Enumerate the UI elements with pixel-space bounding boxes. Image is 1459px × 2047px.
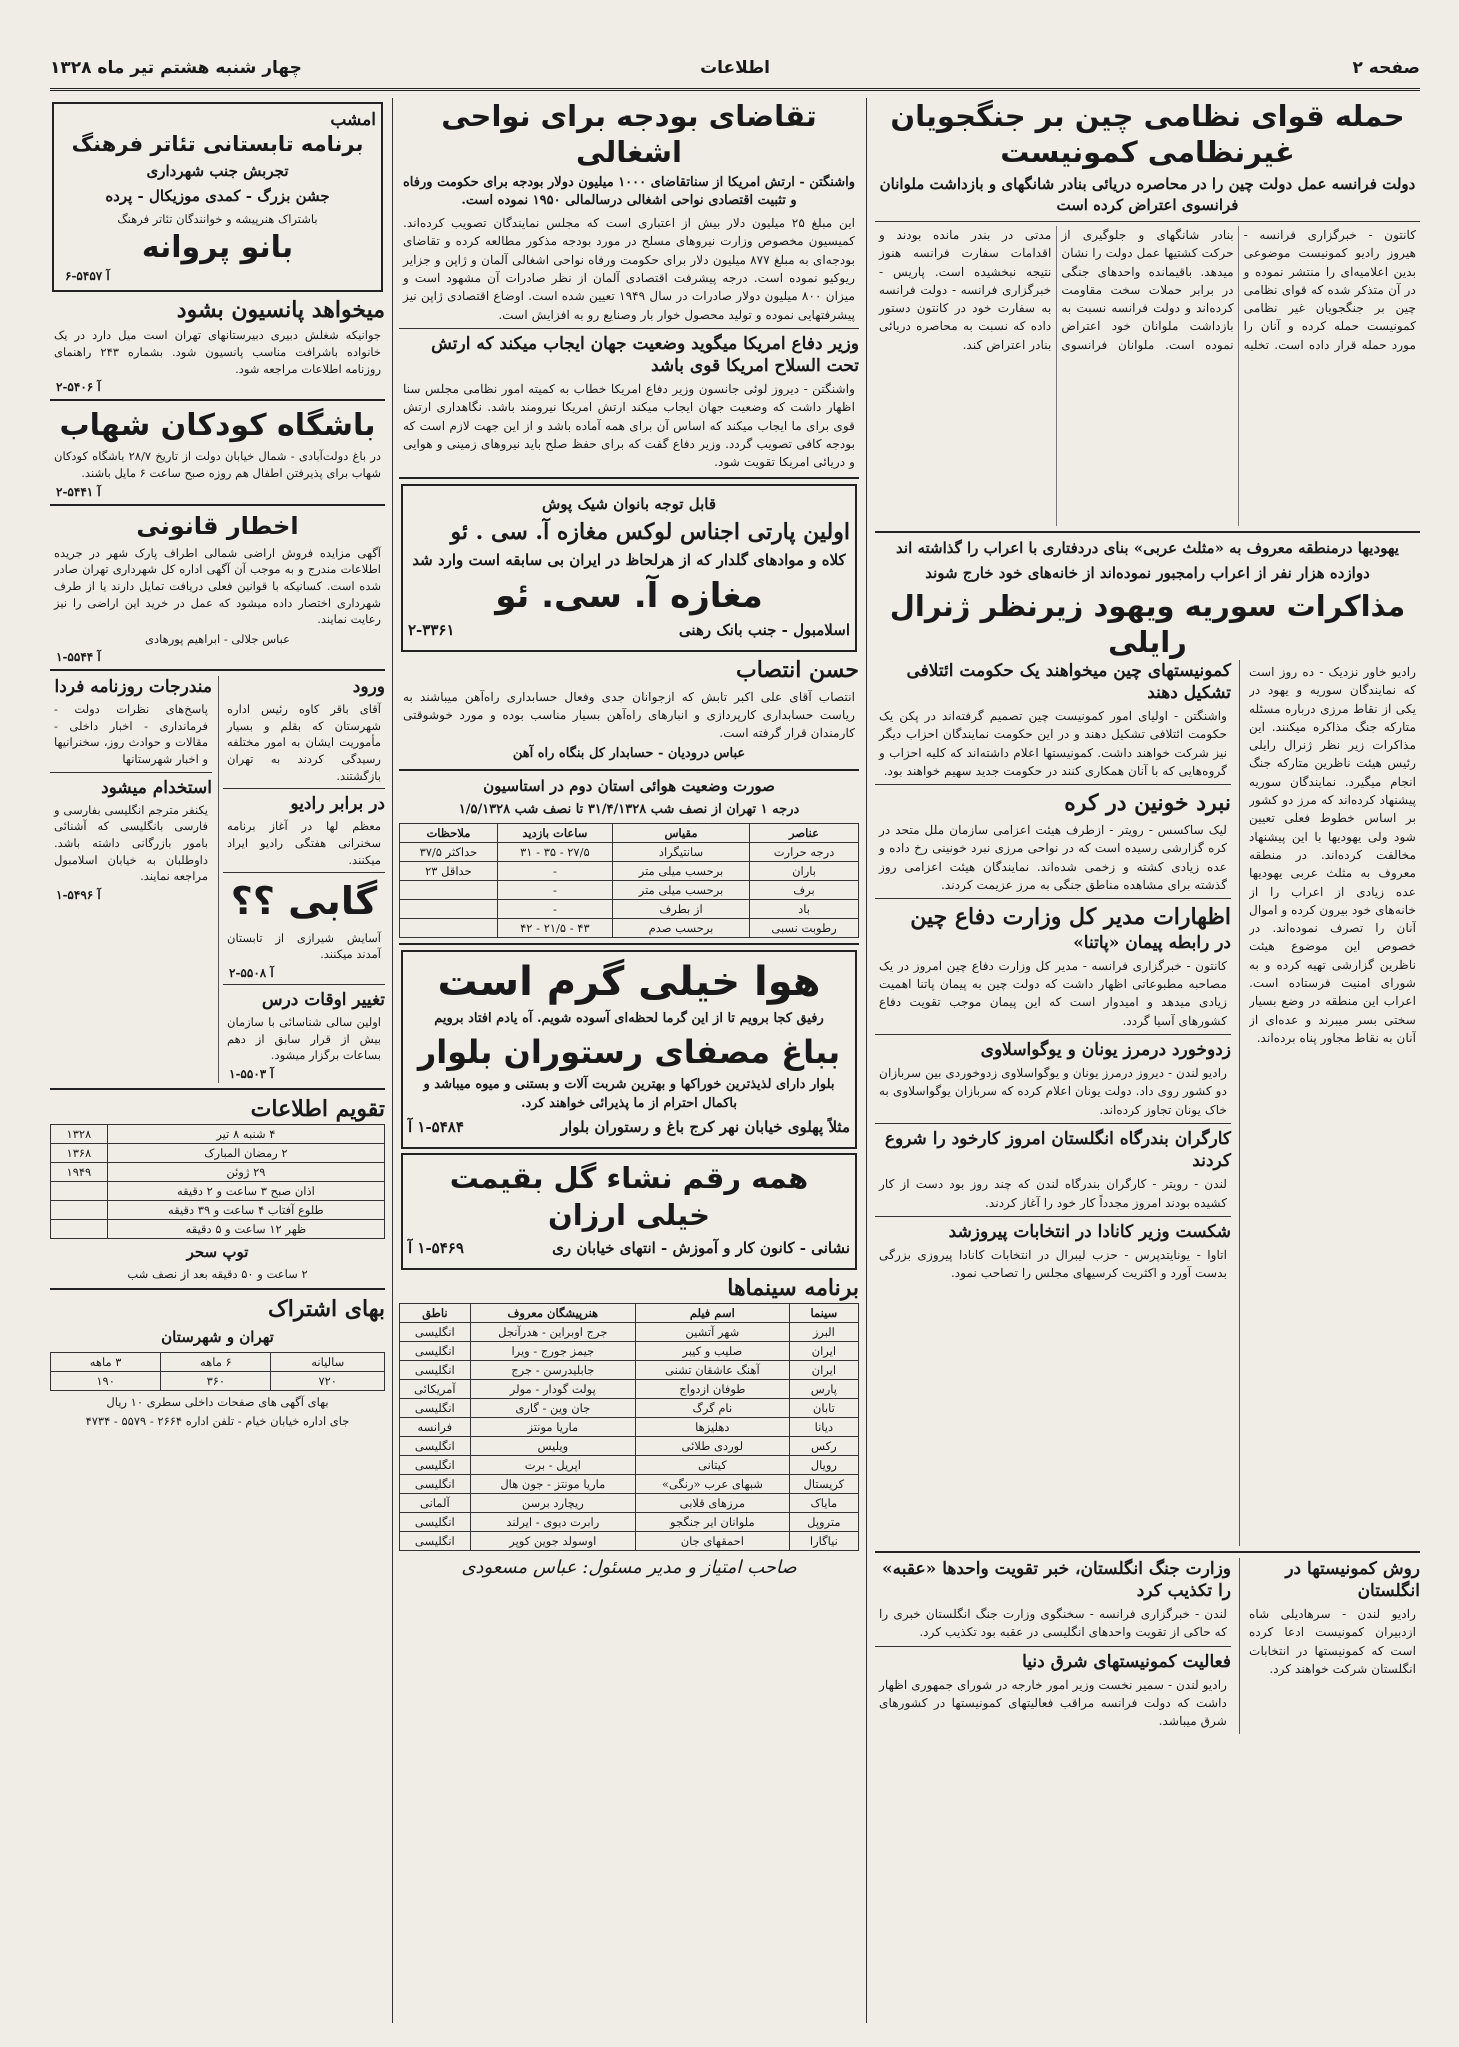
cinema-cell: آلمانی <box>400 1493 471 1512</box>
paper-name: اطلاعات <box>700 58 770 78</box>
ad-theatre-title: برنامه تابستانی تئاتر فرهنگ <box>71 132 364 157</box>
ad-shahab-title: باشگاه کودکان شهاب <box>59 408 376 444</box>
weather-cell: درجه حرارت <box>750 842 859 861</box>
syria-column <box>1239 660 1420 1546</box>
headline-appointment: حسن انتصاب <box>736 656 859 683</box>
weather-cell: برحسب صدم <box>612 918 749 937</box>
cinema-cell: انگلیسی <box>400 1531 471 1550</box>
lede-arab-triangle: دوازده هزار نفر از اعراب رامجبور نموده‌اند از خانه‌های خود خارج شوند <box>925 563 1370 582</box>
page-number: صفحه ۲ <box>1352 58 1420 78</box>
cinema-row <box>400 1341 859 1360</box>
article-appointment: انتصاب آقای علی اکبر تابش که ازجوانان جدی وفعال حسابداری راه‌آهن میباشند به ریاست حسابداری کارپردازی و انبارهای راه‌آهن بسیار مناسب بوده و مورد خوشوقتی کارمندان قرار گرفته است. <box>403 689 855 741</box>
headline-korea: نبرد خونین در کره <box>1064 790 1231 817</box>
weather-header: ملاحظات <box>400 823 498 842</box>
office-contact: جای اداره خیابان خیام - تلفن اداره ۲۶۶۴ - ۵۵۷۹ - ۴۷۳۴ <box>85 1414 350 1429</box>
cinema-cell: احمقهای جان <box>635 1531 789 1550</box>
ad-aseo <box>401 484 857 652</box>
cinema-cell: شبهای عرب «رنگی» <box>635 1474 789 1493</box>
bottom-news <box>875 1558 1231 1734</box>
weather-table <box>399 823 859 938</box>
cinema-row <box>400 1474 859 1493</box>
cinema-cell: انگلیسی <box>400 1474 471 1493</box>
headline-dockworkers: کارگران بندرگاه انگلستان امروز کارخود را شروع کردند <box>884 1129 1231 1172</box>
ad-boulevard-text: بلوار دارای لذیذترین خوراکها و بهترین شربت آلات و بستنی و میوه میباشد و باکمال احترام از ما پذیرائی خواهند کرد. <box>423 1077 835 1112</box>
cinema-title: برنامه سینماها <box>727 1274 859 1301</box>
ad-theatre-line: جشن بزرگ - کمدی موزیکال - پرده <box>105 187 330 206</box>
legal-notice-signature: عباس جلالی - ابراهیم پورهادی <box>145 632 290 647</box>
weather-cell: از بطرف <box>612 899 749 918</box>
cinema-header: اسم فیلم <box>635 1303 789 1322</box>
ad-shahab-tel: ۲-۵۴۴۱ آ <box>56 484 101 499</box>
cinema-cell: آمریکائی <box>400 1379 471 1398</box>
cinema-cell: ایران <box>789 1341 858 1360</box>
cinema-cell: مایاک <box>789 1493 858 1512</box>
class-schedule-text: اولین سالی شناسائی با سازمان بیش از قرار سابق از دهم بساعات برگزار میشود. <box>227 1015 381 1063</box>
ad-flowers-address: نشانی - کانون کار و آموزش - انتهای خیابان ری <box>552 1239 850 1258</box>
cinema-cell: نام گرگ <box>635 1398 789 1417</box>
ad-shahab-text: در باغ دولت‌آبادی - شمال خیابان دولت از تاریخ ۲۸/۷ باشگاه کودکان شهاب برای پذیرفتن اطفال هم روزه صبح ساعت ۶ مایل باشند. <box>54 449 381 480</box>
headline-us-defense: وزیر دفاع امریکا میگوید وضعیت جهان ایجاب میکند که ارتش تحت السلاح امریکا قوی باشد <box>431 333 859 377</box>
article-canada: اتاوا - یونایتدپرس - حزب لیبرال در انتخابات کانادا پیروزی بزرگی بدست آورد و اکثریت کرسیهای مجلس را تصاحب نمود. <box>879 1247 1227 1281</box>
calendar-cell: اذان صبح ۳ ساعت و ۲ دقیقه <box>107 1181 384 1200</box>
cinema-cell: فرانسه <box>400 1417 471 1436</box>
weather-cell: باران <box>750 861 859 880</box>
cinema-header: هنرپیشگان معروف <box>470 1303 635 1322</box>
cinema-cell: جرج اوبراین - هدرآنجل <box>470 1322 635 1341</box>
cinema-row <box>400 1436 859 1455</box>
weather-cell: رطوبت نسبی <box>750 918 859 937</box>
cinema-cell: مرزهای قلابی <box>635 1493 789 1512</box>
subscription-head: تهران و شهرستان <box>161 1327 274 1346</box>
headline-uk-communists: روش کمونیستها در انگلستان <box>1285 1559 1420 1602</box>
uk-communists-box <box>1239 1558 1420 1734</box>
ad-boulevard-title: هوا خیلی گرم است <box>437 958 821 1005</box>
cinema-cell: شهر آتشین <box>635 1322 789 1341</box>
article-us-defense: واشنگتن - دیروز لوئی جانسون وزیر دفاع امریکا خطاب به کمیته امور نظامی مجلس سنا اظهار داشت که وضعیت جهان ایجاب میکند ارتش امریکا نیرومند باشد. نگاهداری ارتش قوی برای ما ایجاب میکند که اساس آن برای همه آماده باشد و از این جهت لازم است که بودجه کافی تصویب گردد. وزیر دفاع گفت که برای حفظ صلح باید نیروهای زمینی و هوایی و دریائی امریکا تقویت شود. <box>403 382 855 470</box>
gabi-text: آسایش شیرازی از تابستان آمدند میکنند. <box>227 930 381 962</box>
subscription-cell: ۱۹۰ <box>51 1371 161 1390</box>
cinema-row <box>400 1417 859 1436</box>
weather-cell: - <box>497 899 612 918</box>
cinema-header: سینما <box>789 1303 858 1322</box>
right-column <box>875 98 1420 2023</box>
headline-communists-east: فعالیت کمونیستهای شرق دنیا <box>1022 1651 1231 1672</box>
calendar-table <box>50 1124 385 1239</box>
calendar-foot-time: ۲ ساعت و ۵۰ دقیقه بعد از نصف شب <box>127 1267 308 1282</box>
weather-row <box>400 880 859 899</box>
cinema-cell: ریچارد برسن <box>470 1493 635 1512</box>
weather-subtitle: درجه ۱ تهران از نصف شب ۳۱/۴/۱۳۲۸ تا نصف شب ۱/۵/۱۳۲۸ <box>458 802 800 818</box>
cinema-cell: ماریا مونتز - جون هال <box>470 1474 635 1493</box>
weather-header: ساعات بازدید <box>497 823 612 842</box>
calendar-cell <box>51 1219 108 1238</box>
cinema-cell: نیاگارا <box>789 1531 858 1550</box>
headline-arab-triangle: یهودیها درمنطقه معروف به «مثلث عربی» بنای دردفتاری با اعراب را گذاشته اند <box>896 539 1399 557</box>
subscription-cell: ۳۶۰ <box>161 1371 271 1390</box>
cinema-cell: جان وین - گاری <box>470 1398 635 1417</box>
cinema-cell: کیتانی <box>635 1455 789 1474</box>
lede-budget: واشنگتن - ارتش امریکا از سناتقاضای ۱۰۰۰ میلیون دولار بودجه برای حکومت ورفاه و تثبیت اقتصادی نواحی اشغالی درسالمالی ۱۹۵۰ نموده است. <box>403 174 855 209</box>
headline-syria-talks: مذاکرات سوریه ویهود زیرنظر ژنرال رایلی <box>889 588 1406 659</box>
article-china-defense: کانتون - خبرگزاری فرانسه - مدیر کل وزارت دفاع چین امروز در یک مصاحبه مطبوعاتی اظهار داشت که دولت چین به پیمان پاتنا اهمیت زیادی میدهد و امیدوار است که این پیمان موجب تقویت دفاع کشورهای آسیا گردد. <box>879 958 1227 1028</box>
lede-china: دولت فرانسه عمل دولت چین را در محاصره دریائی بنادر شانگهای و بازداشت ملوانان فرانسوی اعتراض کرده است <box>879 174 1416 215</box>
cinema-row <box>400 1322 859 1341</box>
legal-notice-tel: ۱-۵۵۴۴ آ <box>56 649 101 664</box>
subscription-row <box>51 1352 385 1371</box>
calendar-cell: ظهر ۱۲ ساعت و ۵ دقیقه <box>107 1219 384 1238</box>
calendar-cell: ۱۹۴۹ <box>51 1162 108 1181</box>
legal-notice-text: آگهی مزایده فروش اراضی شمالی اطراف پارک شهر در جریده اطلاعات مندرج و به موجب آن آگهی اداره کل شهرداری تهران صادر شده است. کسانیکه با قوانین فعلی دریافت تمایل دارند یا از طرف شهرداری اختصار داده میشود که عمل در خرید این اراضی را نیز رعایت نمایند. <box>54 545 381 627</box>
cinema-cell: متروپل <box>789 1512 858 1531</box>
cinema-cell: آهنگ عاشقان تشنی <box>635 1360 789 1379</box>
calendar-row <box>51 1200 385 1219</box>
subscription-cell: ۳ ماهه <box>51 1352 161 1371</box>
newspaper-page <box>50 48 1420 2033</box>
headline-greece-yugoslavia: زدوخورد درمرز یونان و یوگواسلاوی <box>980 1040 1231 1061</box>
ad-boulevard-address: مثلاً پهلوی خیابان نهر کرج باغ و رستوران بلوار <box>560 1118 850 1137</box>
calendar-cell <box>51 1200 108 1219</box>
article-aqaba: لندن - خبرگزاری فرانسه - سخنگوی وزارت جنگ انگلستان خبری را که حاکی از تقویت واحدهای انگلیسی در عقبه بود تکذیب کرد. <box>879 1607 1227 1640</box>
weather-row <box>400 842 859 861</box>
subscription-note: بهای آگهی های صفحات داخلی سطری ۱۰ ریال <box>106 1394 329 1409</box>
weather-cell: باد <box>750 899 859 918</box>
ad-flowers <box>401 1153 857 1270</box>
arrival-title: ورود <box>352 676 385 697</box>
ad-boulevard-main: بباغ مصفای رستوران بلوار <box>417 1032 841 1071</box>
weather-header: عناصر <box>750 823 859 842</box>
middle-column <box>399 98 859 2023</box>
class-schedule-tel: ۱-۵۵۰۳ آ <box>229 1067 274 1082</box>
article-china: کانتون - خبرگزاری فرانسه - هیروز رادیو کمونیست موضوعی بدین اعلامیه‌ای را منتشر نموده و در آن متذکر شده که قوای نظامی چین بر جنگجویان غیر نظامی کمونیست حمله کرده و آنان را مورد حمله قرار داده است. تخلیه بنادر شانگهای و جلوگیری از حرکت کشتیها عمل دولت را نشان میدهد. باقیمانده واحدهای جنگی در برابر حملات سخت مقاومت کرده‌اند و دولت فرانسه نسبت به بازداشت ملوانان خود اعتراض نموده است. ملوانان فرانسوی مدتی در بندر مانده بودند و اقدامات سفارت فرانسه هنوز نتیجه نبخشیده است. پاریس - خبرگزاری فرانسه - دولت فرانسه به سفارت خود در کانتون دستور داده که نسبت به محاصره دریائی بنادر اعتراض کند. <box>879 228 1416 352</box>
cinema-cell: دیانا <box>789 1417 858 1436</box>
subscription-cell: ۶ ماهه <box>161 1352 271 1371</box>
subscription-cell: ۷۲۰ <box>271 1371 385 1390</box>
ad-boulevard <box>401 950 857 1149</box>
calendar-foot: توپ سحر <box>186 1242 249 1261</box>
weather-cell: ۲۷/۵ - ۳۵ - ۳۱ <box>497 842 612 861</box>
appointment-signature: عباس درودیان - حسابدار کل بنگاه راه آهن <box>512 746 746 762</box>
ad-flowers-tel: ۱-۵۴۶۹ آ <box>408 1239 464 1258</box>
weather-row <box>400 918 859 937</box>
cinema-cell: رویال <box>789 1455 858 1474</box>
article-dockworkers: لندن - رویتر - کارگران بندرگاه لندن که چند روز بود دست از کار کشیده بودند امروز مجدداً کار خود را آغاز کردند. <box>879 1177 1227 1210</box>
cinema-row <box>400 1455 859 1474</box>
cinema-cell: پارس <box>789 1379 858 1398</box>
article-greece-yugoslavia: رادیو لندن - دیروز درمرز یونان و یوگواسلاوی زدوخوردی بین سربازان دو کشور روی داد. دولت یونان اعلام کرده که سربازان یوگواسلاوی به خاک یونان تجاوز کرده‌اند. <box>879 1066 1227 1117</box>
weather-cell: ۴۳ - ۲۱/۵ - ۴۲ <box>497 918 612 937</box>
left-subcol-a <box>218 676 385 1083</box>
page-header <box>50 48 1420 91</box>
cinema-row <box>400 1398 859 1417</box>
cinema-cell: ماریا مونتز <box>470 1417 635 1436</box>
weather-cell: برحسب میلی متر <box>612 880 749 899</box>
headline-china-defense: اظهارات مدیر کل وزارت دفاع چین <box>910 904 1231 931</box>
weather-cell: برحسب میلی متر <box>612 861 749 880</box>
cinema-cell: انگلیسی <box>400 1512 471 1531</box>
article-uk-communists: رادیو لندن - سرهادیلی شاه ازدبیران کمونیست ادعا کرده است که کمونیستها در انتخابات انگلستان شرکت خواهند کرد. <box>1249 1607 1416 1677</box>
cinema-cell: ایران <box>789 1360 858 1379</box>
cinema-cell: انگلیسی <box>400 1398 471 1417</box>
arrival-text: آقای باقر کاوه رئیس اداره شهرستان که بقلم و بسیار مأموریت ایشان به امور مختلفه رسیدگی کردند به تهران بازگشتند. <box>227 701 381 783</box>
cinema-cell: دهلیزها <box>635 1417 789 1436</box>
ad-aseo-head: قابل توجه بانوان شیک پوش <box>541 494 716 513</box>
publisher-signature: صاحب امتیاز و مدیر مسئول: عباس مسعودی <box>461 1556 797 1578</box>
cinema-cell: ویلیس <box>470 1436 635 1455</box>
world-news-column <box>875 660 1231 1546</box>
ad-theatre-note: باشتراک هنرپیشه و خوانندگان تئاتر فرهنگ <box>117 211 318 226</box>
ad-aseo-line: اولین پارتی اجناس لوکس مغازه آ. سی . ئو <box>450 519 850 546</box>
cinema-cell: البرز <box>789 1322 858 1341</box>
legal-notice-title: اخطار قانونی <box>136 511 299 540</box>
cinema-row <box>400 1512 859 1531</box>
cinema-cell: لوردی طلائی <box>635 1436 789 1455</box>
cinema-cell: تابان <box>789 1398 858 1417</box>
weather-header: مقیاس <box>612 823 749 842</box>
calendar-cell: ۱۳۲۸ <box>51 1124 108 1143</box>
radio-title: در برابر رادیو <box>290 794 385 815</box>
cinema-cell: انگلیسی <box>400 1322 471 1341</box>
calendar-cell <box>51 1181 108 1200</box>
class-schedule-title: تغییر اوقات درس <box>261 990 385 1011</box>
headline-aqaba: وزارت جنگ انگلستان، خبر تقویت واحدها «عقبه» را تکذیب کرد <box>882 1559 1231 1602</box>
cinema-row <box>400 1531 859 1550</box>
ad-pension-tel: ۲-۵۴۰۶ آ <box>56 380 101 395</box>
gabi-title: گابی ؟؟ <box>230 879 378 924</box>
cinema-table <box>399 1303 859 1551</box>
cinema-row <box>400 1360 859 1379</box>
calendar-row <box>51 1219 385 1238</box>
weather-cell <box>400 899 498 918</box>
hiring-tel: ۱-۵۴۹۶ آ <box>56 887 101 902</box>
ad-boulevard-tel: ۱-۵۴۸۴ آ <box>408 1118 464 1137</box>
left-subcol-b <box>50 676 212 1083</box>
article-china-coalition: واشنگتن - اولیای امور کمونیست چین تصمیم گرفته‌اند در پکن یک حکومت ائتلافی تشکیل دهند و در این حکومت نمایندگان احزاب دیگر نیز شرکت خواهند داشت. کمونیستها اعلام داشته‌اند که کلیه احزاب و گروه‌هایی که با آنان همکاری کنند در حکومت جدید سهیم خواهند بود. <box>879 709 1227 779</box>
weather-cell: برف <box>750 880 859 899</box>
cinema-header: ناطق <box>400 1303 471 1322</box>
calendar-cell: ۲۹ ژوئن <box>107 1162 384 1181</box>
cinema-cell: اپریل - برت <box>470 1455 635 1474</box>
cinema-cell: اوسولد جوین کوپر <box>470 1531 635 1550</box>
headline-china: حمله قوای نظامی چین بر جنگجویان غیرنظامی کمونیست <box>890 99 1405 170</box>
tomorrow-text: پاسخ‌های نظرات دولت - فرمانداری - اخبار داخلی - مقالات و حوادث روز، سخنرانیها و اخبار شهرستانها <box>54 701 208 766</box>
weather-cell: حداکثر ۳۷/۵ <box>400 842 498 861</box>
calendar-cell: ۱۳۶۸ <box>51 1143 108 1162</box>
hiring-text: یکنفر مترجم انگلیسی بفارسی و فارسی بانگلیسی که آشنائی بامور بازرگانی داشته باشد. داوطلبان به خیابان اسلامبول مراجعه نمایند. <box>54 802 208 884</box>
cinema-cell: ملوانان ایر جنگجو <box>635 1512 789 1531</box>
article-budget: این مبلغ ۲۵ میلیون دلار بیش از اعتباری است که مجلس نمایندگان تصویب کرده‌اند. کمیسیون مخصوص وزارت نیروهای مسلح در مورد بودجه مذکور مطالعه کرده و تقاضای بودجه‌ای به مبلغ ۸۷۷ میلیون دلار برای حکومت ورفاه نواحی اشغالی آلمان و ژاپن و جزایر ریوکیو نموده است. درجه پیشرفت اقتصادی آلمان از نظر صادرات آن مشهود است و میزان ۸۰۰ میلیون دولار صادرات در سال ۱۹۴۹ تعیین شده است. اوضاع اقتصادی ژاپن نیز پیشرفتهایی نموده و تولید محصول خوار بار وصنایع رو به افزایش است. <box>403 216 855 322</box>
cinema-row <box>400 1493 859 1512</box>
ad-flowers-title: همه رقم نشاء گل بقیمت خیلی ارزان <box>449 1160 809 1233</box>
cinema-cell: انگلیسی <box>400 1455 471 1474</box>
article-korea: لیک ساکسس - رویتر - ازطرف هیئت اعزامی سازمان ملل متحد در کره گزارشی رسیده است که در نواحی مرزی نبرد خونینی رخ داده و عده زیادی کشته و زخمی شده‌اند. نمایندگان هیئت اعزامی روز گذشته برای مشاهده مناطق جنگی به مرز عزیمت کردند. <box>879 822 1227 892</box>
headline-budget: تقاضای بودجه برای نواحی اشغالی <box>441 99 817 170</box>
ad-theatre-show: بانو پروانه <box>141 229 294 265</box>
cinema-cell: پولت گودار - مولر <box>470 1379 635 1398</box>
cinema-cell: انگلیسی <box>400 1360 471 1379</box>
ad-theatre-tel: ۶-۵۴۵۷ آ <box>65 268 110 283</box>
headline-china-coalition: کمونیستهای چین میخواهند یک حکومت ائتلافی تشکیل دهند <box>906 661 1231 704</box>
calendar-row <box>51 1143 385 1162</box>
cinema-cell: رکس <box>789 1436 858 1455</box>
cinema-cell: رابرت دیوی - ایرلند <box>470 1512 635 1531</box>
weather-cell: حداقل ۲۳ <box>400 861 498 880</box>
weather-cell: - <box>497 880 612 899</box>
cinema-cell: جیمز جورج - ویرا <box>470 1341 635 1360</box>
weather-cell: - <box>497 861 612 880</box>
tomorrow-title: مندرجات روزنامه فردا <box>54 676 212 697</box>
ad-theatre-sub: تجربش جنب شهرداری <box>146 162 289 181</box>
issue-date: چهار شنبه هشتم تیر ماه ۱۳۲۸ <box>50 58 302 78</box>
weather-title: صورت وضعیت هوائی استان دوم در استاسیون <box>483 777 775 796</box>
cinema-row <box>400 1379 859 1398</box>
gabi-tel: ۲-۵۵۰۸ آ <box>229 966 274 981</box>
weather-cell <box>400 918 498 937</box>
calendar-cell: ۴ شنبه ۸ تیر <box>107 1124 384 1143</box>
ad-theatre <box>52 102 383 292</box>
ad-theatre-tag: امشب <box>330 110 376 130</box>
cinema-cell: صلیب و کیبر <box>635 1341 789 1360</box>
subhead-china-defense: در رابطه پیمان «پاتنا» <box>1073 932 1231 953</box>
calendar-row <box>51 1181 385 1200</box>
ad-aseo-text: کلاه و مواد‌های گلدار که از هرلحاظ در ایران بی سابقه است وارد شد <box>412 550 846 569</box>
weather-cell: سانتیگراد <box>612 842 749 861</box>
article-communists-east: رادیو لندن - سمیر نخست وزیر امور خارجه در شورای جمهوری اظهار داشت که دولت فرانسه مراقب فعالیتهای کمونیستها در کشورهای شرق میباشد. <box>879 1677 1227 1729</box>
ad-pension-title: میخواهد پانسیون بشود <box>176 296 385 323</box>
hiring-title: استخدام میشود <box>101 777 212 798</box>
radio-text: معظم لها در آغاز برنامه سخنرانی هفتگی رادیو ایراد میکنند. <box>227 819 381 867</box>
ad-aseo-store: مغازه آ. سی. ئو <box>495 575 763 616</box>
cinema-cell: طوفان ازدواج <box>635 1379 789 1398</box>
headline-canada: شکست وزیر کانادا در انتخابات پیروزشد <box>948 1221 1231 1242</box>
weather-row <box>400 899 859 918</box>
cinema-cell: انگلیسی <box>400 1341 471 1360</box>
left-column <box>50 98 385 2023</box>
article-syria: رادیو خاور نزدیک - ده روز است که نمایندگان سوریه و یهود در یکی از نقاط مرزی درباره مسئله متارکه جنگ مذاکره میکنند. این مذاکرات زیر نظر ژنرال رایلی رئیس هیئت ناظرین متارکه جنگ انجام میگیرد. نمایندگان سوریه پیشنهاد کرده‌اند که مرز دو کشور بر اساس خطوط فعلی تعیین شود ولی یهودیها با این پیشنهاد مخالفت کرده‌اند. در منطقه معروف به مثلث عربی یهودیها عده زیادی از اعراب را از خانه‌های خود بیرون کرده و اموال آنان را تصرف نموده‌اند. در خصوص این موضوع هیئت ناظرین گزارشی تهیه کرده و به شورای امنیت فرستاده است. اعراب این منطقه در وضع بسیار سختی بسر میبرند و عده‌ای از آنان به نقاط مجاور پناه برده‌اند. <box>1249 665 1416 1045</box>
calendar-title: تقویم اطلاعات <box>250 1096 385 1123</box>
weather-row <box>400 861 859 880</box>
calendar-row <box>51 1124 385 1143</box>
weather-cell <box>400 880 498 899</box>
cinema-cell: جابلیدرسن - جرج <box>470 1360 635 1379</box>
cinema-cell: انگلیسی <box>400 1436 471 1455</box>
subscription-row <box>51 1371 385 1390</box>
calendar-row <box>51 1162 385 1181</box>
ad-aseo-address: اسلامبول - جنب بانک رهنی <box>678 621 850 640</box>
ad-boulevard-lede: رفیق کجا برویم تا از این گرما لحظه‌ای آسوده شویم. آه یادم افتاد برویم <box>434 1010 824 1026</box>
subscription-cell: سالیانه <box>271 1352 385 1371</box>
subscription-title: بهای اشتراک <box>268 1296 385 1323</box>
subscription-table <box>50 1352 385 1391</box>
calendar-cell: طلوع آفتاب ۴ ساعت و ۳۹ دقیقه <box>107 1200 384 1219</box>
cinema-cell: کریستال <box>789 1474 858 1493</box>
ad-pension-text: جوانیکه شغلش دبیری دبیرستانهای تهران است میل دارد در یک خانواده باشرافت مناسب پانسیون شود. بشماره ۲۴۳ راهنمای روزنامه اطلاعات مراجعه شود. <box>54 328 382 376</box>
calendar-cell: ۲ رمضان المبارک <box>107 1143 384 1162</box>
ad-aseo-tel: ۲-۳۳۶۱ <box>408 621 455 640</box>
